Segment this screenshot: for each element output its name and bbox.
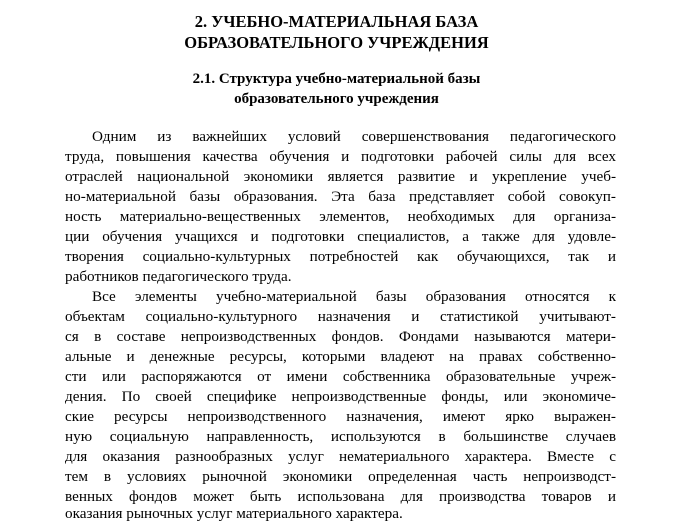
paragraph-2-line: для оказания разнообразных услуг нематериального характера. Вместе с <box>65 448 616 465</box>
section-title-line-1: 2.1. Структура учебно-материальной базы <box>192 71 481 87</box>
paragraph-1-line: отраслей национальной экономики является развитие и укрепление учеб- <box>65 168 616 185</box>
section-title-line-2: образовательного учреждения <box>234 91 439 107</box>
paragraph-2-line: объектам социально-культурного назначения и статистикой учитывают- <box>65 308 616 325</box>
paragraph-1-line: Одним из важнейших условий совершенствования педагогического <box>92 128 616 145</box>
paragraph-1-line: труда, повышения качества обучения и подготовки рабочей силы для всех <box>65 148 616 165</box>
paragraph-2-line: венных фондов может быть использована для производства товаров и <box>65 488 616 505</box>
paragraph-2-line: ся в составе непроизводственных фондов. Фондами называются матери- <box>65 328 616 345</box>
chapter-title-line-2: ОБРАЗОВАТЕЛЬНОГО УЧРЕЖДЕНИЯ <box>184 33 489 52</box>
paragraph-2-line: тем в условиях рыночной экономики определенная часть непроизводст- <box>65 468 616 485</box>
paragraph-2-line: Все элементы учебно-материальной базы образования относятся к <box>92 288 616 305</box>
paragraph-1-line: ность материально-вещественных элементов, необходимых для организа- <box>65 208 616 225</box>
chapter-title-line-1: 2. УЧЕБНО-МАТЕРИАЛЬНАЯ БАЗА <box>194 12 479 31</box>
paragraph-2-line: ную социальную направленность, используются в большинстве случаев <box>65 428 616 445</box>
paragraph-1-line: творения социально-культурных потребностей как обучающихся, так и <box>65 248 616 265</box>
paragraph-1-line: работников педагогического труда. <box>65 268 292 285</box>
paragraph-2-line: дения. По своей специфике непроизводственные фонды, или экономиче- <box>65 388 616 405</box>
paragraph-2-line: альные и денежные ресурсы, которыми владеют на правах собственно- <box>65 348 616 365</box>
paragraph-1-line: ции обучения учащихся и подготовки специалистов, а также для удовле- <box>65 228 616 245</box>
paragraph-1-line: но-материальной базы образования. Эта база представляет собой совокуп- <box>65 188 616 205</box>
paragraph-2-line: ские ресурсы непроизводственного назначения, имеют ярко выражен- <box>65 408 616 425</box>
paragraph-2-line: оказания рыночных услуг материального характера. <box>65 505 403 522</box>
paragraph-2-line: сти или распоряжаются от имени собственника образовательные учреж- <box>65 368 616 385</box>
